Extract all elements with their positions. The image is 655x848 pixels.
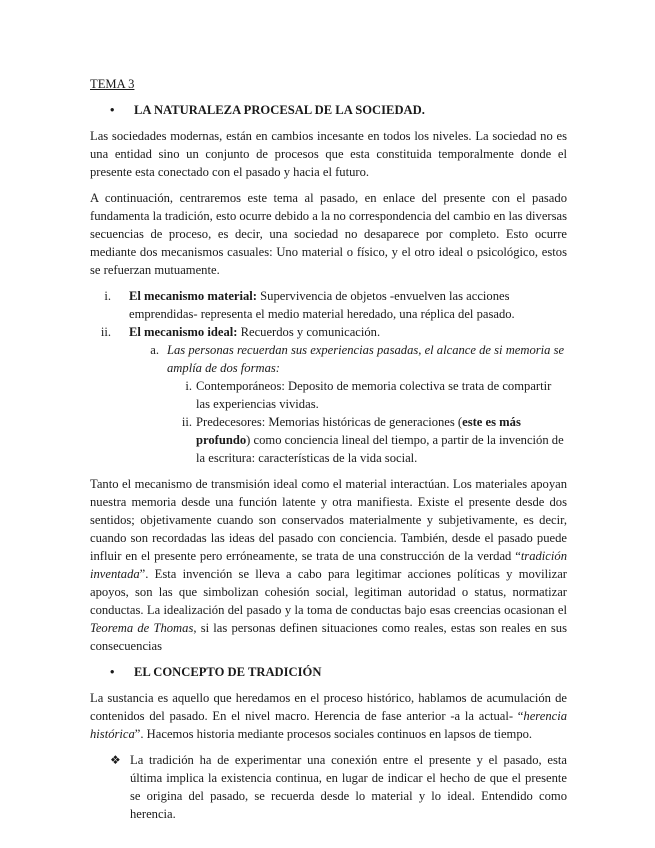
section1-heading-text: LA NATURALEZA PROCESAL DE LA SOCIEDAD. xyxy=(134,103,425,117)
list-item-text: ) como conciencia lineal del tiempo, a partir de la invención de la escritura: características de la vida social. xyxy=(196,433,564,465)
section1-heading xyxy=(90,101,567,119)
list-number: ii. xyxy=(100,325,111,339)
list-item-bold: El mecanismo ideal: xyxy=(129,325,238,339)
list-item-italic: Las personas recuerdan sus experiencias pasadas, el alcance de si memoria se amplía de dos formas: xyxy=(167,343,565,375)
list-number: ii. xyxy=(181,415,192,429)
paragraph-3-part: ”. Esta invención se lleva a cabo para legitimar acciones políticas y movilizar apoyos, son las que simbolizan cohesión social, legitiman autoridad o status, normatizar conductas. La idealización del pasado y la toma de conductas bajo esas creencias ocasionan el xyxy=(90,567,567,617)
list-item-bold: este es más profundo xyxy=(196,415,521,447)
tema-label: TEMA 3 xyxy=(90,77,135,91)
list-item-bold: El mecanismo material: xyxy=(129,289,258,303)
list-item-material xyxy=(90,287,567,323)
list-item-a xyxy=(90,341,567,377)
italic-term: tradición inventada xyxy=(90,549,567,581)
paragraph-3-part: , si las personas definen situaciones como reales, estas son reales en sus consecuencias xyxy=(90,621,567,653)
paragraph-4 xyxy=(90,689,567,743)
list-letter: a. xyxy=(150,343,159,357)
paragraph-4-part: ”. Hacemos historia mediante procesos sociales continuos en lapsos de tiempo. xyxy=(134,727,533,741)
bullet-icon: • xyxy=(110,103,115,117)
paragraph-3-part: Tanto el mecanismo de transmisión ideal como el material interactúan. Los materiales apoyan nuestra memoria desde una función latente y otra manifiesta. Existe el presente desde dos sentidos; objetivamente cuando son conservados materialmente y subjetivamente, es decir, cuando son recordadas las ideas del pasado con conciencia. También, desde el pasado puede influir en el presente pero erróneamente, se trata de una construcción de la verdad “ xyxy=(90,477,567,563)
italic-term: herencia histórica xyxy=(90,709,567,741)
list-item-text: Predecesores: Memorias históricas de generaciones ( xyxy=(196,415,463,429)
list-item-contemporaneos xyxy=(90,377,567,413)
paragraph-2: A continuación, centraremos este tema al pasado, en enlace del presente con el pasado fundamenta la tradición, esto ocurre debido a la no correspondencia del cambio en las diversas secuencias de proceso, es decir, una sociedad no desaparece por completo. Esto ocurre mediante dos mecanismos casuales: Uno material o físico, y el otro ideal o psicológico, estos se refuerzan mutuamente. xyxy=(90,191,567,277)
diamond-bullet-icon: ❖ xyxy=(110,753,121,767)
diamond-item xyxy=(90,751,567,823)
section2-heading xyxy=(90,663,567,681)
list-item-text: Recuerdos y comunicación. xyxy=(237,325,381,339)
section2-heading-text: EL CONCEPTO DE TRADICIÓN xyxy=(134,665,322,679)
bullet-icon: • xyxy=(110,665,115,679)
list-item-text: Supervivencia de objetos -envuelven las acciones emprendidas- representa el medio material heredado, una réplica del pasado. xyxy=(129,289,515,321)
list-item-ideal xyxy=(90,323,567,341)
paragraph-4-part: La sustancia es aquello que heredamos en el proceso histórico, hablamos de acumulación de contenidos del pasado. En el nivel macro. Herencia de fase anterior -a la actual- “ xyxy=(90,691,567,723)
mechanism-list xyxy=(90,287,567,467)
list-number: i. xyxy=(104,289,111,303)
document-page xyxy=(90,75,567,823)
diamond-item-text: La tradición ha de experimentar una conexión entre el presente y el pasado, esta última implica la existencia continua, en lugar de indicar el hecho de que el presente se origina del pasado, se recuerda desde lo material y lo ideal. Entendido como herencia. xyxy=(130,753,567,821)
italic-term: Teorema de Thomas xyxy=(90,621,194,635)
list-item-text: Contemporáneos: Deposito de memoria colectiva se trata de compartir las experiencias vividas. xyxy=(196,379,552,411)
list-item-predecesores xyxy=(90,413,567,467)
list-number: i. xyxy=(185,379,192,393)
paragraph-1: Las sociedades modernas, están en cambios incesante en todos los niveles. La sociedad no es una entidad sino un conjunto de procesos que esta constituida temporalmente donde el presente esta conectado con el pasado y hacia el futuro. xyxy=(90,129,567,179)
paragraph-3 xyxy=(90,475,567,655)
